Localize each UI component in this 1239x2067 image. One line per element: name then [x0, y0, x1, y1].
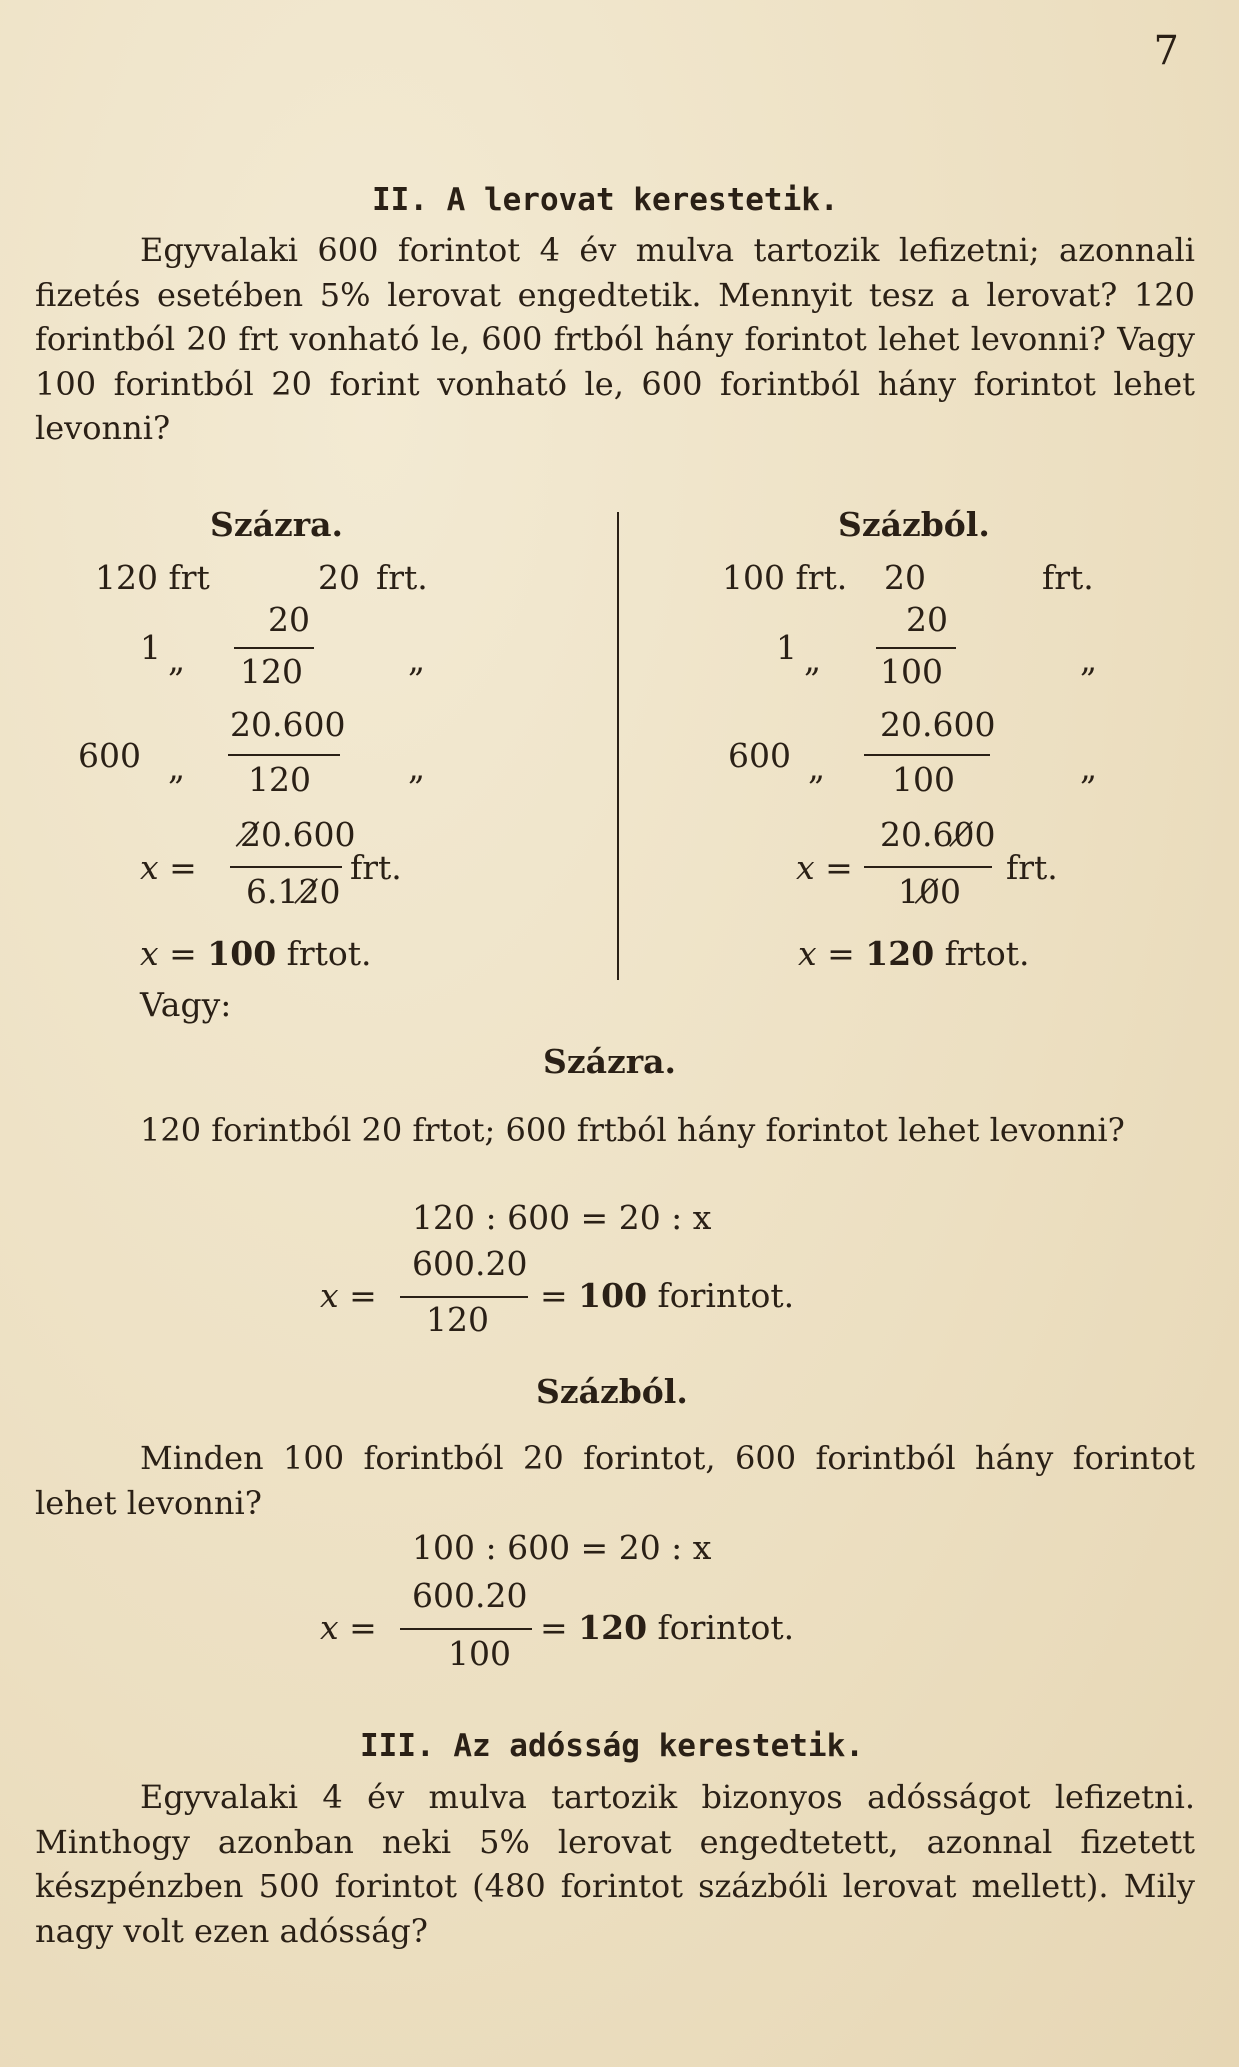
- left-row3-ditto: „: [168, 748, 186, 787]
- left-row2-label: 1: [140, 628, 161, 667]
- vagy-label: Vagy:: [140, 985, 232, 1024]
- left-row4-x: x =: [140, 848, 197, 887]
- right-table-title: Százból.: [838, 505, 990, 544]
- right-row2-ditto: „: [804, 640, 822, 679]
- left-result: [140, 934, 372, 973]
- right-row4-fraction-bar: [864, 866, 992, 868]
- right-row3-ditto: „: [808, 748, 826, 787]
- right-row3-numerator: 20.600: [880, 705, 996, 744]
- left-row1-amount: 120 frt: [95, 558, 210, 597]
- left-result-x: x =: [140, 934, 197, 973]
- left-row2-ditto: „: [168, 640, 186, 679]
- left-row2-ditto-right: „: [408, 640, 426, 679]
- right-row3-ditto-right: „: [1080, 748, 1098, 787]
- right-row1-value: 20: [884, 558, 926, 597]
- right-row2-denominator: 100: [880, 652, 943, 691]
- left-result-value: 100: [207, 934, 277, 973]
- szazbol-text: Minden 100 forintból 20 forintot, 600 forintból hány forintot lehet levonni?: [35, 1439, 1195, 1522]
- szazra-text: 120 forintból 20 frtot; 600 frtból hány forintot lehet levonni?: [140, 1111, 1125, 1149]
- szazra-result: [540, 1276, 794, 1315]
- left-row2-numerator: 20: [268, 600, 310, 639]
- szazbol-numerator: 600.20: [412, 1576, 528, 1615]
- left-row3-denominator: 120: [248, 760, 311, 799]
- left-row3-ditto-right: „: [408, 748, 426, 787]
- szazra-subheading: Százra.: [543, 1042, 676, 1081]
- szazbol-x: x =: [320, 1608, 377, 1647]
- left-row2-fraction-bar: [234, 647, 314, 649]
- right-row1-unit: frt.: [1042, 558, 1094, 597]
- right-row3-fraction-bar: [864, 754, 990, 756]
- right-row4-x: x =: [796, 848, 853, 887]
- right-result: [798, 934, 1030, 973]
- right-row2-label: 1: [776, 628, 797, 667]
- szazra-x: x =: [320, 1276, 377, 1315]
- section-ii-paragraph: [35, 228, 1195, 451]
- left-row3-label: 600: [78, 736, 141, 775]
- section-iii-paragraph: [35, 1775, 1195, 1953]
- szazbol-value: 120: [578, 1608, 648, 1647]
- szazbol-paragraph: [35, 1436, 1195, 1525]
- right-result-x: x =: [798, 934, 855, 973]
- right-row4-unit: frt.: [1006, 848, 1058, 887]
- right-row3-denominator: 100: [892, 760, 955, 799]
- szazra-proportion: 120 : 600 = 20 : x: [412, 1198, 712, 1237]
- section-heading-iii: III. Az adósság kerestetik.: [360, 1728, 864, 1764]
- szazbol-result: [540, 1608, 794, 1647]
- left-row4-denominator: 6.12̸0: [246, 872, 341, 911]
- left-row3-numerator: 20.600: [230, 705, 346, 744]
- szazra-numerator: 600.20: [412, 1244, 528, 1283]
- left-result-unit: frtot.: [286, 934, 372, 973]
- table-divider: [617, 512, 619, 980]
- right-row3-label: 600: [728, 736, 791, 775]
- szazra-value: 100: [578, 1276, 648, 1315]
- right-row2-numerator: 20: [906, 600, 948, 639]
- szazbol-unit: forintot.: [657, 1608, 795, 1647]
- right-row4-denominator: 10̸0: [898, 872, 961, 911]
- szazra-paragraph: [35, 1108, 1195, 1153]
- left-row4-fraction-bar: [230, 866, 342, 868]
- left-row4-numerator: 2̸0.600: [240, 815, 356, 854]
- szazbol-fraction-bar: [400, 1628, 532, 1630]
- szazra-fraction-bar: [400, 1296, 528, 1298]
- right-result-unit: frtot.: [944, 934, 1030, 973]
- page-number: 7: [1153, 28, 1179, 74]
- left-row1-unit: frt.: [376, 558, 428, 597]
- right-row4-numerator: 20.60̸0: [880, 815, 996, 854]
- left-row2-denominator: 120: [240, 652, 303, 691]
- szazbol-proportion: 100 : 600 = 20 : x: [412, 1528, 712, 1567]
- szazra-denominator: 120: [426, 1300, 489, 1339]
- left-row4-unit: frt.: [350, 848, 402, 887]
- right-row1-amount: 100 frt.: [722, 558, 848, 597]
- left-row3-fraction-bar: [228, 754, 340, 756]
- left-table-title: Százra.: [210, 505, 343, 544]
- right-result-value: 120: [865, 934, 935, 973]
- section-iii-text: Egyvalaki 4 év mulva tartozik bizonyos adósságot lefizetni. Minthogy azonban neki 5% lerovat engedtetett, azonnal fizetett készpénzben 500 forintot (480 forintot százbóli lerovat mellett). Mily nagy volt ezen adósság?: [35, 1778, 1195, 1950]
- szazra-eq: =: [540, 1276, 568, 1315]
- szazra-unit: forintot.: [657, 1276, 795, 1315]
- szazbol-denominator: 100: [448, 1634, 511, 1673]
- right-row2-ditto-right: „: [1080, 640, 1098, 679]
- right-row2-fraction-bar: [876, 647, 956, 649]
- left-row1-value: 20: [318, 558, 360, 597]
- szazbol-eq: =: [540, 1608, 568, 1647]
- section-heading-ii: II. A lerovat kerestetik.: [372, 182, 839, 218]
- szazbol-subheading: Százból.: [536, 1372, 688, 1411]
- section-ii-text: Egyvalaki 600 forintot 4 év mulva tartozik lefizetni; azonnali fizetés esetében 5% lerovat engedtetik. Mennyit tesz a lerovat? 120 forintból 20 frt vonható le, 600 frtból hány forintot lehet levonni? Vagy 100 forintból 20 forint vonható le, 600 forintból hány forintot lehet levonni?: [35, 231, 1195, 447]
